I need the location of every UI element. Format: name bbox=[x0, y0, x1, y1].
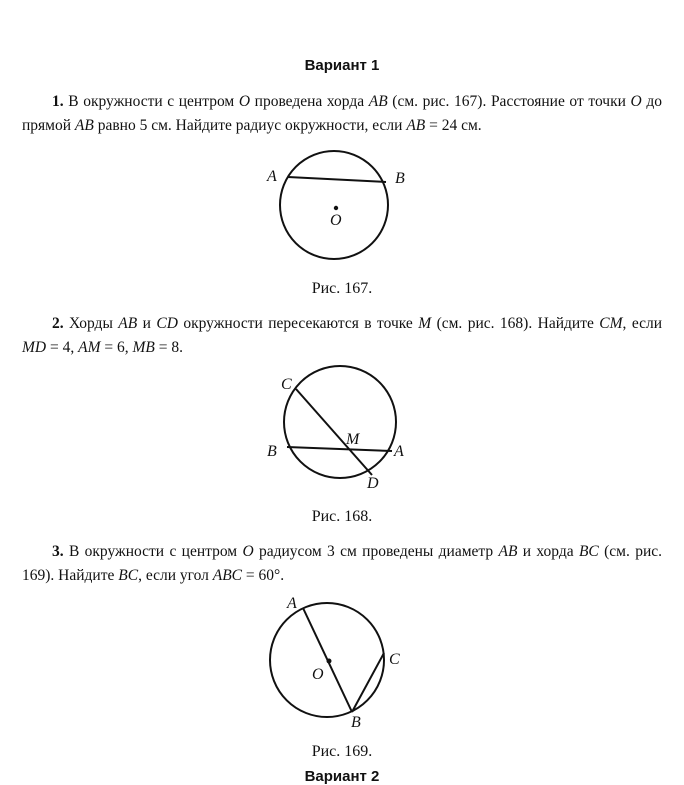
chord-cd bbox=[296, 389, 372, 475]
problem-2-part: (см. рис. 168). Найдите bbox=[431, 315, 600, 332]
label-m: M bbox=[346, 431, 360, 448]
figure-169 bbox=[240, 590, 440, 735]
problem-2-part: и bbox=[137, 315, 157, 332]
problem-3-part: (см. рис. 169). Найдите bbox=[22, 543, 662, 584]
problem-2-var: MB bbox=[132, 339, 155, 356]
problem-2-part: = 8. bbox=[154, 339, 184, 356]
problem-3-part: радиусом 3 см проведены диаметр bbox=[253, 543, 499, 560]
problem-3-var: O bbox=[242, 543, 254, 560]
label-b: B bbox=[395, 170, 405, 187]
problem-2-var: CD bbox=[156, 315, 178, 332]
problem-1-part: (см. рис. 167). Расстояние от точки bbox=[387, 93, 631, 110]
problem-1-part: проведена хорда bbox=[250, 93, 369, 110]
problem-2-var: AM bbox=[78, 339, 101, 356]
center-point bbox=[327, 659, 332, 664]
label-o: O bbox=[312, 666, 324, 683]
problem-2-var: CM bbox=[599, 315, 623, 332]
variant-title: Вариант 1 bbox=[304, 57, 380, 74]
chord-ab bbox=[287, 447, 392, 451]
problem-2-part: , если bbox=[622, 315, 662, 332]
problem-3-part: и хорда bbox=[517, 543, 579, 560]
problem-1-part: равно 5 см. Найдите радиус окружности, если bbox=[93, 117, 407, 134]
caption-168: Рис. 168. bbox=[311, 508, 373, 525]
problem-2-part: окружности пересекаются в точке bbox=[177, 315, 419, 332]
problem-3-var: AB bbox=[498, 543, 518, 560]
problem-1-var: O bbox=[630, 93, 642, 110]
problem-2-part: = 4, bbox=[46, 339, 79, 356]
circle bbox=[284, 366, 396, 478]
figure-168 bbox=[240, 362, 440, 497]
problem-2-part: = 6, bbox=[100, 339, 133, 356]
caption-167: Рис. 167. bbox=[311, 280, 373, 297]
figure-167 bbox=[240, 140, 440, 275]
problem-1-var: AB bbox=[368, 93, 388, 110]
problem-3-var: ABC bbox=[212, 567, 243, 584]
problem-2-var: AB bbox=[118, 315, 138, 332]
label-a: A bbox=[287, 595, 297, 612]
label-b: B bbox=[351, 714, 361, 731]
problem-1-text bbox=[22, 90, 662, 138]
problem-3-var: BC bbox=[578, 543, 599, 560]
problem-2-part: Хорды bbox=[63, 315, 119, 332]
label-c: C bbox=[389, 651, 400, 668]
problem-3-text bbox=[22, 540, 662, 588]
label-a: A bbox=[394, 443, 404, 460]
label-b: B bbox=[267, 443, 277, 460]
problem-1-part: = 24 см. bbox=[425, 117, 482, 134]
problem-1-var: AB bbox=[406, 117, 426, 134]
problem-2-number: 2. bbox=[52, 315, 64, 332]
label-o: O bbox=[330, 212, 342, 229]
label-c: C bbox=[281, 376, 292, 393]
center-point bbox=[334, 206, 338, 210]
chord-ab bbox=[288, 177, 386, 182]
problem-3-part: , если угол bbox=[138, 567, 213, 584]
problem-1-var: AB bbox=[74, 117, 94, 134]
label-a: A bbox=[267, 168, 277, 185]
caption-169: Рис. 169. bbox=[311, 743, 373, 760]
problem-3-number: 3. bbox=[52, 543, 64, 560]
problem-2-text bbox=[22, 312, 662, 360]
problem-3-part: = 60°. bbox=[242, 567, 285, 584]
problem-2-var: MD bbox=[22, 339, 47, 356]
problem-1-part: до прямой bbox=[22, 93, 662, 134]
problem-1-number: 1. bbox=[52, 93, 64, 110]
problem-3-part: В окружности с центром bbox=[63, 543, 243, 560]
problem-2-var: M bbox=[418, 315, 432, 332]
circle bbox=[280, 151, 388, 259]
problem-1-part: В окружности с центром bbox=[63, 93, 239, 110]
label-d: D bbox=[367, 475, 379, 492]
problem-1-var: O bbox=[238, 93, 251, 110]
problem-3-var: BC bbox=[118, 567, 139, 584]
next-variant-title: Вариант 2 bbox=[304, 768, 380, 785]
